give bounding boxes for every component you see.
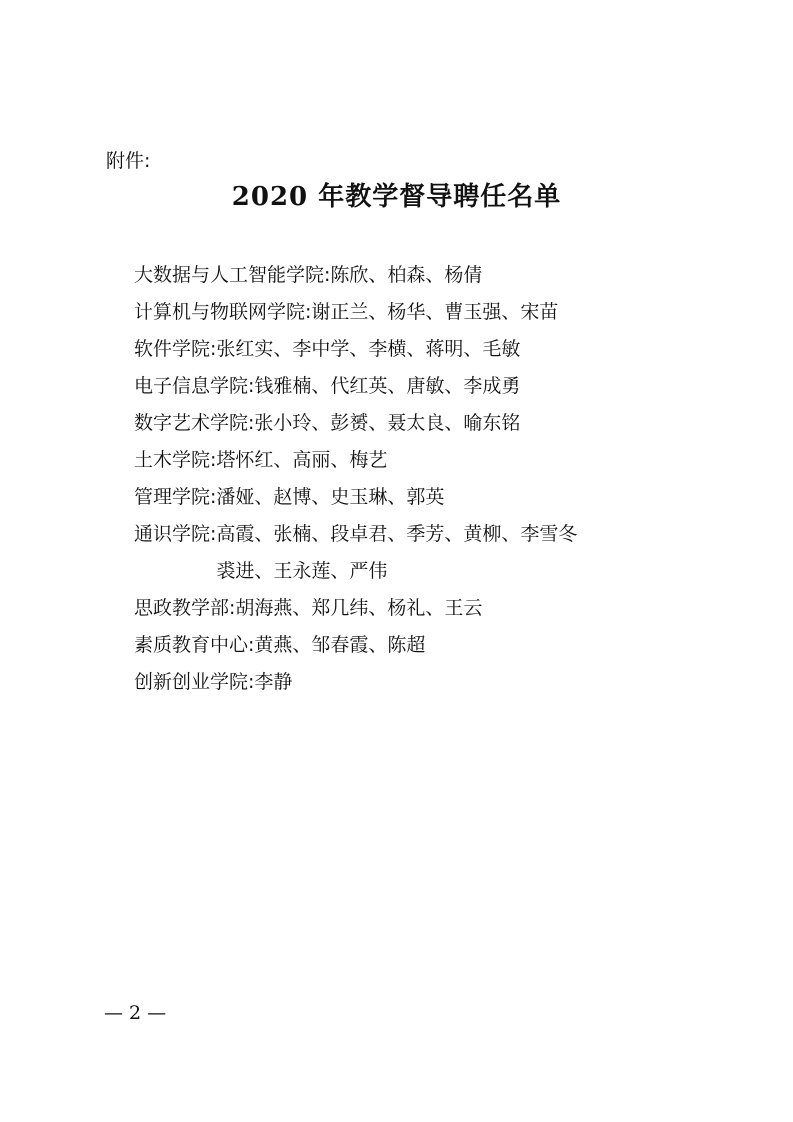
names-line: 高霞、张楠、段卓君、季芳、黄柳、李雪冬 [216,523,578,545]
separator-colon: : [210,338,217,360]
page-number: — 2 — [104,1002,167,1024]
names-line: 谢正兰、杨华、曹玉强、宋苗 [311,301,559,323]
names-line: 张小玲、彭赟、聂太良、喻东铭 [254,412,521,434]
department-name: 软件学院 [134,338,211,360]
separator-colon: : [210,449,217,471]
department-name: 创新创业学院 [134,671,249,693]
supervisor-names [235,590,482,627]
list-item [134,257,734,294]
department-name: 大数据与人工智能学院 [134,264,325,286]
supervisor-names [254,405,520,442]
separator-colon: : [324,264,331,286]
separator-colon: : [248,634,255,656]
names-line: 塔怀红、高丽、梅艺 [216,449,388,471]
supervisor-names [254,664,292,701]
supervisor-names [254,368,520,405]
names-line: 裘进、王永莲、严伟 [216,560,388,582]
list-item [134,442,734,479]
department-name: 土木学院 [134,449,211,471]
department-name: 思政教学部 [134,597,230,619]
list-item [134,405,734,442]
names-line: 李静 [254,671,293,693]
list-item [134,479,734,516]
separator-colon: : [210,523,217,545]
supervisor-names [216,331,520,368]
names-line: 潘娅、赵博、史玉琳、郭英 [216,486,445,508]
names-line: 陈欣、柏森、杨倩 [330,264,483,286]
list-item [134,294,734,331]
names-line: 钱雅楠、代红英、唐敏、李成勇 [254,375,521,397]
list-item [134,590,734,627]
list-item [134,331,734,368]
separator-colon: : [248,375,255,397]
supervisor-names [216,516,577,590]
list-item [134,516,734,590]
separator-colon: : [248,671,255,693]
list-item [134,664,734,701]
names-line: 胡海燕、郑几纬、杨礼、王云 [235,597,483,619]
supervisor-names [311,294,558,331]
separator-colon: : [229,597,236,619]
appointment-list [134,257,734,701]
list-item [134,627,734,664]
names-line: 张红实、李中学、李横、蒋明、毛敏 [216,338,521,360]
department-name: 管理学院 [134,486,211,508]
supervisor-names [330,257,482,294]
department-name: 数字艺术学院 [134,412,249,434]
separator-colon: : [210,486,217,508]
supervisor-names [216,442,387,479]
names-line: 黄燕、邹春霞、陈超 [254,634,426,656]
supervisor-names [254,627,425,664]
separator-colon: : [248,412,255,434]
department-name: 计算机与物联网学院 [134,301,306,323]
list-item [134,368,734,405]
separator-colon: : [305,301,312,323]
department-name: 电子信息学院 [134,375,249,397]
department-name: 通识学院 [134,523,211,545]
attachment-label: 附件: [106,150,151,172]
document-title: 2020 年教学督导聘任名单 [231,182,562,212]
supervisor-names [216,479,444,516]
department-name: 素质教育中心 [134,634,249,656]
